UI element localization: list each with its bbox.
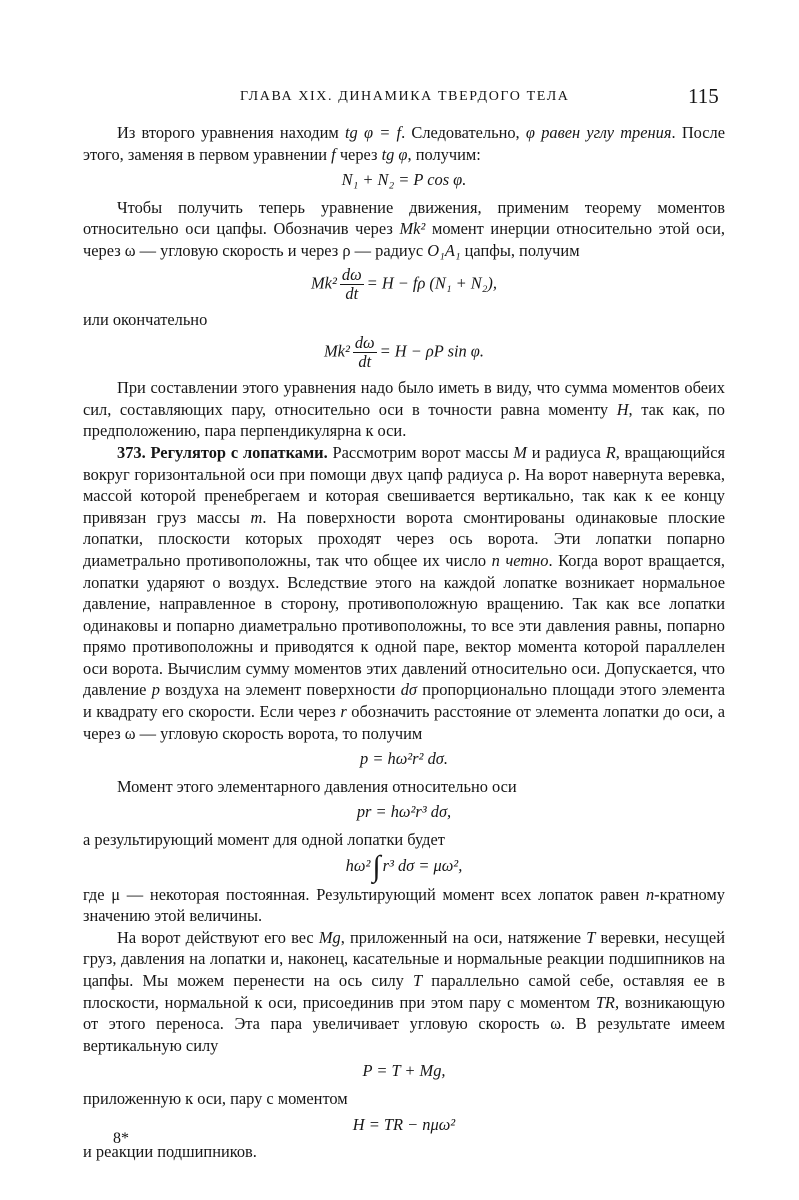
- equation-vertical-force: P = T + Mg,: [362, 1061, 446, 1081]
- body-text: [83, 122, 725, 1163]
- paragraph-couple-note: При составлении этого уравнения надо было иметь в виду, что сумма моментов обеих сил, составляющих пару, относительно оси в точности равна моменту H, так как, по предположению, пара перпендикулярна к оси.: [83, 378, 725, 441]
- section-heading: 373. Регулятор с лопатками.: [117, 442, 328, 462]
- page-header: [0, 84, 799, 112]
- paragraph-forces: На ворот действуют его вес Mg, приложенный на оси, натяжение T веревки, несущей груз, давления на лопатки и, наконец, касательные и нормальные реакции подшипников на цапфы. Мы можем перенести на ось силу T параллельно самой себе, оставляя ее в плоскости, нормальной к оси, присоединив при этом пару с моментом TR, возникающую от этого переноса. Эта пара увеличивает угловую скорость ω. В результате имеем вертикальную силу: [83, 927, 725, 1055]
- paragraph-moment-theorem: Чтобы получить теперь уравнение движения, применим теорему моментов относительно оси цапфы. Обозначив через Mk² момент инерции относительно этой оси, через ω — угловую скорость и через ρ — радиус O₁A₁ цапфы, получим: [83, 197, 725, 260]
- paragraph-applied-couple: приложенную к оси, пару с моментом: [83, 1089, 348, 1108]
- paragraph-constant-mu: где μ — некоторая постоянная. Результирующий момент всех лопаток равен n-кратному значению этой величины.: [83, 884, 725, 926]
- equation-integral: hω²∫ r³ dσ = μω²,: [345, 850, 463, 884]
- paragraph-resulting-moment: а результирующий момент для одной лопатки будет: [83, 830, 445, 850]
- signature-mark: 8*: [113, 1130, 129, 1147]
- page-number: 115: [688, 84, 719, 108]
- running-title: ГЛАВА XIX. ДИНАМИКА ТВЕРДОГО ТЕЛА: [240, 89, 570, 104]
- equation-motion-2: Mk² $\frac{d\omega}{dt}$ = H − ρP sin φ.: [324, 333, 484, 372]
- text-or-finally: или окончательно: [83, 309, 208, 329]
- equation-elementary-moment: pr = hω²r³ dσ,: [356, 802, 452, 822]
- integral-sign: ∫: [372, 850, 381, 884]
- paragraph-blade-regulator: 373. Регулятор с лопатками. Рассмотрим ворот массы M и радиуса R, вращающийся вокруг горизонтальной оси при помощи двух цапф радиуса ρ. На ворот навернута веревка, массой которой пренебрегаем и которая свешивается вертикально, так как к ее концу привязан груз массы m. На поверхности ворота смонтированы одинаковые плоские лопатки, плоскости которых проходят через ось ворота. Эти лопатки попарно диаметрально противоположны, так что общее их число n четно. Когда ворот вращается, лопатки ударяют о воздух. Вследствие этого на каждой лопатке возникает нормальное давление, направленное в сторону, противоположную вращению. Так как все лопатки одинаковы и попарно диаметрально противоположны, то все эти давления равны, попарно прямо противоположны и приводятся к одной паре, вектор момента которой параллелен оси ворота. Вычислим сумму моментов этих давлений относительно оси. Допускается, что давление p воздуха на элемент поверхности dσ пропорционально площади этого элемента и квадрату его скорости. Если через r обозначить расстояние от элемента лопатки до оси, а через ω — угловую скорость ворота, то получим: [83, 442, 726, 743]
- paragraph-elementary-moment: Момент этого элементарного давления относительно оси: [117, 776, 517, 796]
- equation-normal-forces: N₁ + N₂ = P cos φ.: [341, 170, 467, 190]
- paragraph-friction-angle: Из второго уравнения находим tg φ = f. Следовательно, φ равен углу трения. После этого, заменяя в первом уравнении f через tg φ, получим:: [83, 123, 725, 164]
- paragraph-bearing-reactions: и реакции подшипников.: [83, 1142, 257, 1162]
- equation-couple-moment: H = TR − nμω²: [352, 1114, 456, 1134]
- equation-pressure: p = hω²r² dσ.: [360, 749, 448, 769]
- equation-motion-1: Mk² $\frac{d\omega}{dt}$ = H − fρ (N₁ + N₂),: [311, 264, 497, 303]
